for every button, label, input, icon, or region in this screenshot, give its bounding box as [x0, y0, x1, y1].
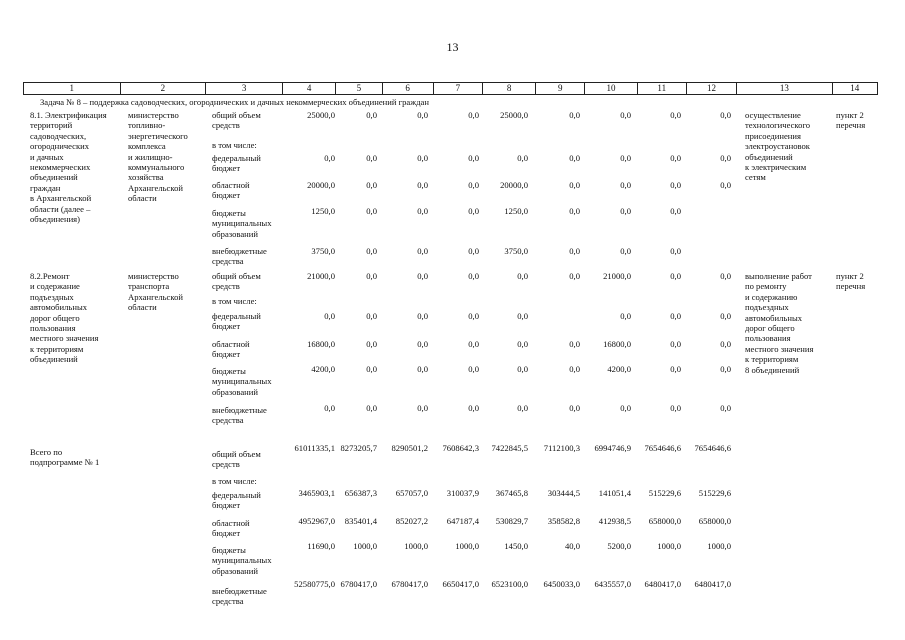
funding-value: 658000,0 — [648, 516, 681, 526]
funding-value: 1450,0 — [504, 541, 528, 551]
funding-source-label: бюджет — [212, 528, 241, 539]
funding-value: 3465903,1 — [298, 488, 335, 498]
program-item-name: 8.2.Ремонт — [30, 271, 70, 281]
program-item-name: граждан — [30, 182, 61, 193]
indicator-link: перечня — [836, 281, 866, 292]
funding-value: 0,0 — [417, 271, 428, 281]
funding-value: 0,0 — [468, 180, 479, 190]
funding-value: 7422845,5 — [491, 443, 528, 453]
funding-source-label: средств — [212, 459, 240, 470]
funding-source-label: образований — [212, 228, 258, 239]
program-item-name: пользования — [30, 323, 76, 333]
funding-value: 40,0 — [564, 541, 580, 551]
funding-value: 6480417,0 — [644, 579, 681, 589]
funding-value: 1000,0 — [657, 541, 681, 551]
funding-value: 0,0 — [620, 311, 631, 321]
funding-source-label: муниципальных — [212, 555, 272, 566]
funding-value: 0,0 — [417, 403, 428, 413]
funding-value: 0,0 — [569, 364, 580, 374]
funding-source-label: бюджет — [212, 349, 241, 360]
funding-value: 0,0 — [468, 364, 479, 374]
indicator-link: перечня — [836, 120, 866, 131]
funding-value: 412938,5 — [598, 516, 631, 526]
column-header: 1 — [24, 83, 121, 94]
responsible-executor: транспорта — [128, 281, 170, 292]
funding-value: 0,0 — [670, 246, 681, 256]
funding-value: 0,0 — [366, 271, 377, 281]
funding-value: 310037,9 — [446, 488, 479, 498]
funding-value: 367465,8 — [495, 488, 528, 498]
funding-value: 52580775,0 — [294, 579, 335, 589]
funding-value: 0,0 — [670, 311, 681, 321]
funding-value: 0,0 — [366, 339, 377, 349]
program-item-name: и содержание — [30, 281, 80, 292]
funding-value: 0,0 — [569, 206, 580, 216]
funding-value: 16800,0 — [307, 339, 335, 349]
funding-value: 6780417,0 — [340, 579, 377, 589]
funding-value: 0,0 — [517, 364, 528, 374]
expected-result: выполнение работ — [745, 271, 812, 281]
funding-value: 515229,6 — [698, 488, 731, 498]
expected-result: местного значения — [745, 343, 814, 354]
responsible-executor: коммунального — [128, 162, 185, 172]
responsible-executor: Архангельской — [128, 182, 183, 193]
funding-source-label: внебюджетные — [212, 405, 267, 415]
funding-value: 0,0 — [517, 403, 528, 413]
program-item-name: объединений — [30, 354, 78, 365]
funding-value: 0,0 — [670, 271, 681, 281]
funding-value: 6523100,0 — [491, 579, 528, 589]
funding-value: 0,0 — [366, 110, 377, 120]
program-item-name: объединения) — [30, 214, 80, 224]
funding-source-label: областной — [212, 180, 250, 190]
program-item-name: огороднических — [30, 141, 90, 152]
expected-result: и содержанию — [745, 291, 798, 302]
program-item-name: некоммерческих — [30, 162, 91, 172]
funding-value: 0,0 — [417, 246, 428, 256]
funding-value: 4200,0 — [607, 364, 631, 374]
funding-source-label: бюджеты — [212, 545, 246, 555]
funding-source-label: внебюджетные — [212, 586, 267, 596]
responsible-executor: энергетического — [128, 130, 188, 141]
funding-value: 657057,0 — [395, 488, 428, 498]
funding-value: 21000,0 — [307, 271, 335, 281]
responsible-executor: хозяйства — [128, 172, 164, 183]
funding-source-label: бюджеты — [212, 366, 246, 376]
funding-value: 5200,0 — [607, 541, 631, 551]
funding-value: 0,0 — [670, 153, 681, 163]
funding-value: 20000,0 — [307, 180, 335, 190]
funding-value: 0,0 — [517, 339, 528, 349]
funding-value: 0,0 — [620, 180, 631, 190]
funding-value: 0,0 — [670, 364, 681, 374]
funding-value: 25000,0 — [307, 110, 335, 120]
program-item-name: подъездных — [30, 291, 74, 302]
funding-value: 0,0 — [569, 339, 580, 349]
column-header: 14 — [850, 83, 860, 93]
funding-value: 3750,0 — [311, 246, 335, 256]
funding-value: 0,0 — [670, 339, 681, 349]
funding-value: 0,0 — [366, 311, 377, 321]
responsible-executor: области — [128, 193, 157, 204]
responsible-executor: Архангельской — [128, 291, 183, 302]
column-header: 3 — [206, 83, 283, 94]
funding-source-label: федеральный — [212, 153, 261, 163]
funding-value: 0,0 — [468, 206, 479, 216]
funding-value: 656387,3 — [344, 488, 377, 498]
funding-value: 0,0 — [366, 180, 377, 190]
funding-value: 530829,7 — [495, 516, 528, 526]
column-header: 5 — [336, 83, 382, 94]
funding-value: 0,0 — [720, 311, 731, 321]
funding-value: 7112100,3 — [543, 443, 580, 453]
funding-value: 0,0 — [720, 180, 731, 190]
responsible-executor: и жилищно- — [128, 151, 173, 162]
indicator-link: пункт 2 — [836, 271, 864, 281]
funding-value: 0,0 — [620, 110, 631, 120]
funding-source-label: средства — [212, 415, 244, 426]
column-header: 6 — [383, 83, 434, 94]
column-header: 4 — [283, 83, 336, 94]
funding-source-label: муниципальных — [212, 218, 272, 229]
funding-value: 835401,4 — [344, 516, 377, 526]
column-header: 7 — [434, 83, 483, 94]
program-item-name: дорог общего — [30, 312, 80, 323]
expected-result: технологического — [745, 120, 811, 131]
funding-value: 0,0 — [517, 271, 528, 281]
funding-value: 141051,4 — [598, 488, 631, 498]
program-item-name: в Архангельской — [30, 193, 92, 204]
funding-value: 0,0 — [366, 153, 377, 163]
funding-value: 358582,8 — [547, 516, 580, 526]
funding-value: 0,0 — [468, 339, 479, 349]
funding-value: 7654646,6 — [644, 443, 681, 453]
funding-value: 0,0 — [670, 180, 681, 190]
column-header: 10 — [585, 83, 637, 94]
funding-value: 0,0 — [417, 364, 428, 374]
funding-value: 11690,0 — [307, 541, 335, 551]
funding-value: 0,0 — [468, 271, 479, 281]
funding-value: 25000,0 — [500, 110, 528, 120]
funding-source-label: средств — [212, 281, 240, 292]
funding-value: 1000,0 — [455, 541, 479, 551]
funding-value: 0,0 — [720, 153, 731, 163]
program-item-name: области (далее – — [30, 203, 91, 214]
funding-source-label: средства — [212, 256, 244, 267]
funding-value: 6450033,0 — [543, 579, 580, 589]
funding-value: 0,0 — [720, 339, 731, 349]
funding-value: 0,0 — [517, 153, 528, 163]
funding-value: 0,0 — [670, 110, 681, 120]
expected-result: к электрическим — [745, 162, 807, 172]
funding-value: 0,0 — [569, 110, 580, 120]
funding-value: 0,0 — [569, 153, 580, 163]
funding-source-label: средства — [212, 596, 244, 607]
funding-source-label: средств — [212, 120, 240, 131]
funding-value: 0,0 — [468, 110, 479, 120]
funding-value: 0,0 — [324, 403, 335, 413]
funding-value: 6480417,0 — [694, 579, 731, 589]
funding-value: 515229,6 — [648, 488, 681, 498]
funding-value: 6650417,0 — [442, 579, 479, 589]
funding-source-label: общий объем — [212, 449, 261, 459]
funding-value: 852027,2 — [395, 516, 428, 526]
funding-value: 0,0 — [468, 246, 479, 256]
funding-source-label: бюджет — [212, 321, 241, 332]
funding-value: 0,0 — [620, 403, 631, 413]
column-header: 2 — [121, 83, 207, 94]
expected-result: дорог общего — [745, 323, 795, 333]
expected-result: пользования — [745, 333, 791, 344]
funding-value: 0,0 — [720, 110, 731, 120]
funding-value: 1000,0 — [404, 541, 428, 551]
responsible-executor: комплекса — [128, 141, 166, 152]
funding-value: 0,0 — [620, 246, 631, 256]
funding-value: 0,0 — [417, 153, 428, 163]
responsible-executor: топливно- — [128, 120, 166, 131]
funding-value: 647187,4 — [446, 516, 479, 526]
funding-value: 7654646,6 — [694, 443, 731, 453]
funding-value: 0,0 — [569, 246, 580, 256]
program-item-name: подпрограмме № 1 — [30, 457, 100, 468]
funding-value: 1250,0 — [311, 206, 335, 216]
funding-value: 61011335,1 — [294, 443, 335, 453]
funding-source-label: внебюджетные — [212, 246, 267, 256]
funding-value: 4200,0 — [311, 364, 335, 374]
funding-source-label: образований — [212, 565, 258, 576]
funding-value: 20000,0 — [500, 180, 528, 190]
indicator-link: пункт 2 — [836, 110, 864, 120]
program-item-name: местного значения — [30, 333, 99, 344]
funding-source-label: общий объем — [212, 110, 261, 120]
funding-value: 0,0 — [569, 180, 580, 190]
funding-value: 0,0 — [417, 339, 428, 349]
funding-source-label: в том числе: — [212, 476, 257, 486]
funding-source-label: бюджеты — [212, 208, 246, 218]
funding-value: 1000,0 — [353, 541, 377, 551]
program-item-name: и дачных — [30, 151, 64, 162]
expected-result: присоединения — [745, 130, 801, 141]
funding-source-label: областной — [212, 518, 250, 528]
funding-source-label: бюджет — [212, 500, 241, 511]
column-header: 11 — [638, 83, 687, 94]
responsible-executor: министерство — [128, 271, 179, 281]
funding-source-label: в том числе: — [212, 296, 257, 306]
funding-source-label: муниципальных — [212, 376, 272, 387]
funding-value: 303444,5 — [547, 488, 580, 498]
funding-source-label: образований — [212, 386, 258, 397]
funding-value: 0,0 — [468, 153, 479, 163]
funding-value: 0,0 — [670, 206, 681, 216]
funding-value: 0,0 — [517, 311, 528, 321]
funding-value: 658000,0 — [698, 516, 731, 526]
funding-value: 6994746,9 — [594, 443, 631, 453]
funding-value: 0,0 — [468, 311, 479, 321]
task-title: Задача № 8 – поддержка садоводческих, огороднических и дачных некоммерческих объединений граждан — [40, 97, 429, 107]
funding-value: 0,0 — [417, 110, 428, 120]
expected-result: 8 объединений — [745, 364, 800, 375]
expected-result: сетям — [745, 172, 766, 183]
funding-value: 0,0 — [670, 403, 681, 413]
funding-value: 21000,0 — [603, 271, 631, 281]
funding-value: 0,0 — [720, 403, 731, 413]
expected-result: подъездных — [745, 302, 789, 313]
funding-source-label: бюджет — [212, 190, 241, 201]
funding-value: 0,0 — [366, 206, 377, 216]
funding-source-label: бюджет — [212, 163, 241, 174]
program-item-name: объединений — [30, 172, 78, 183]
column-header: 8 — [483, 83, 536, 94]
funding-value: 0,0 — [366, 403, 377, 413]
funding-value: 6780417,0 — [391, 579, 428, 589]
responsible-executor: области — [128, 302, 157, 313]
expected-result: автомобильных — [745, 312, 803, 323]
funding-value: 0,0 — [366, 246, 377, 256]
funding-source-label: в том числе: — [212, 140, 257, 150]
funding-value: 0,0 — [720, 271, 731, 281]
funding-value: 0,0 — [569, 271, 580, 281]
funding-value: 0,0 — [417, 180, 428, 190]
funding-value: 0,0 — [620, 153, 631, 163]
program-item-name: автомобильных — [30, 302, 88, 313]
funding-value: 0,0 — [417, 206, 428, 216]
funding-value: 6435557,0 — [594, 579, 631, 589]
funding-value: 0,0 — [468, 403, 479, 413]
funding-value: 3750,0 — [504, 246, 528, 256]
funding-source-label: общий объем — [212, 271, 261, 281]
funding-value: 0,0 — [324, 153, 335, 163]
funding-value: 8290501,2 — [391, 443, 428, 453]
funding-value: 0,0 — [620, 206, 631, 216]
column-header-row — [23, 82, 878, 95]
funding-value: 0,0 — [366, 364, 377, 374]
funding-value: 8273205,7 — [340, 443, 377, 453]
funding-source-label: федеральный — [212, 311, 261, 321]
funding-value: 1000,0 — [707, 541, 731, 551]
funding-value: 0,0 — [569, 403, 580, 413]
funding-value: 16800,0 — [603, 339, 631, 349]
expected-result: объединений — [745, 151, 793, 162]
program-item-name: к территориям — [30, 343, 84, 354]
funding-value: 4952967,0 — [298, 516, 335, 526]
funding-value: 0,0 — [324, 311, 335, 321]
expected-result: осуществление — [745, 110, 801, 120]
expected-result: к территориям — [745, 354, 799, 365]
program-item-name: территорий — [30, 120, 73, 131]
funding-value: 7608642,3 — [442, 443, 479, 453]
responsible-executor: министерство — [128, 110, 179, 120]
expected-result: электроустановок — [745, 141, 810, 152]
program-item-name: садоводческих, — [30, 130, 87, 141]
funding-value: 1250,0 — [504, 206, 528, 216]
column-header: 9 — [536, 83, 585, 94]
funding-value: 0,0 — [417, 311, 428, 321]
funding-value: 0,0 — [720, 364, 731, 374]
program-item-name: Всего по — [30, 447, 63, 457]
funding-source-label: областной — [212, 339, 250, 349]
column-header: 12 — [687, 83, 737, 94]
program-item-name: 8.1. Электрификация — [30, 110, 107, 120]
expected-result: по ремонту — [745, 281, 787, 292]
column-header: 13 — [737, 83, 833, 94]
page-number: 13 — [446, 40, 459, 54]
funding-source-label: федеральный — [212, 490, 261, 500]
